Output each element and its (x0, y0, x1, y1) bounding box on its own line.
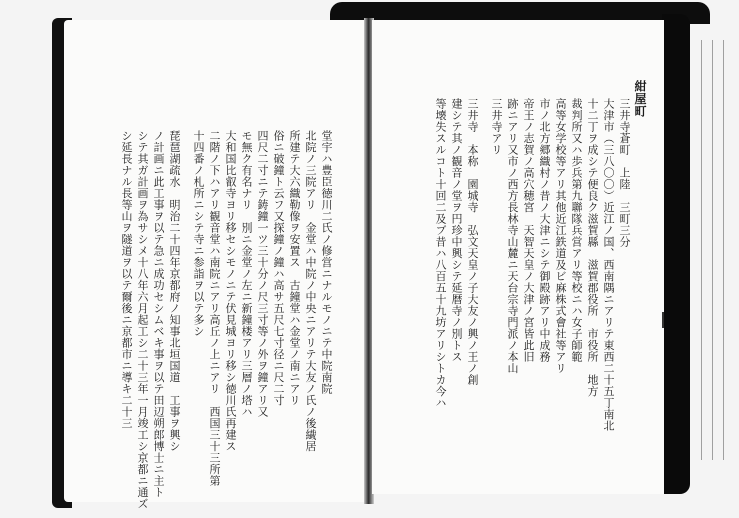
left-column-9: 十四番ノ札所ニシテ寺ニ参詣ヲ以テ多シ (192, 130, 205, 337)
right-column-3: 十二丁ヲ成シテ便良ク滋賀縣 滋賀郡役所 市役所 地方 (586, 98, 599, 397)
right-column-10: 三井寺 本称 園城寺 弘文天皇ノ子大友ノ興ノ王ノ創 (466, 98, 479, 386)
right-column-8: 跡ニアリ又市ノ西方長林寺山麓ニ天台宗寺門派ノ本山 (506, 98, 519, 374)
left-column-5: 四尺二寸ニテ鋳鐘一ツ三十分ノ尺三寸等ノ外ヲ鐘アリ又 (256, 130, 269, 418)
right-column-4: 裁判所又ハ歩兵第九聯隊兵営アリ等校ニハ女子師範 (570, 98, 583, 363)
right-column-7: 帝王ノ志賀ノ高穴穂宮 天智天皇ノ大津ノ宮皆此旧 (522, 98, 535, 363)
margin-mark (662, 312, 664, 328)
left-column-3: 所建テ大六織勒像ヲ安置ス 古鐘堂ハ金堂ノ南ニアリ (288, 130, 301, 406)
page-title: 紺屋町 (633, 80, 647, 118)
right-column-12: 等壊失スルコト十回二及ブ昔ハ八百五十九坊アリシトカ今ハ (434, 98, 447, 409)
left-column-6: モ無ク有名ナリ 別ニ金堂ノ左ニ新鐘楼アリ三層ノ塔ハ (240, 130, 253, 418)
right-column-5: 高等女学校等アリ其他近江鉄道及ビ麻株式會社等アリ (554, 98, 567, 374)
left-column-12: シテ其ガ計画ヲ為サシメ十八年六月起工シ二十三年一月竣工シ京都ニ通ズ (136, 130, 149, 510)
right-column-6: 市ノ北方郷織村ノ昔ノ大津ニシテ御殿跡アリ中成務 (538, 98, 551, 363)
right-column-11: 建シテ其ノ観音ノ堂ヲ円珍中興シテ延暦寺ノ別トス (450, 98, 463, 363)
left-column-1: 堂宇ハ豊臣徳川二氏ノ修営ニナルモノニテ中院南院 (320, 130, 333, 395)
left-page (64, 20, 366, 510)
left-column-8: 二階ノ下ハアリ観音堂ハ南院ニアリ高丘ノ上ニアリ 西国三十三所第 (208, 130, 221, 487)
left-column-7: 大和国比叡寺ヨリ移セシモノニテ伏見城ヨリ移シ徳川氏再建ス (224, 130, 237, 452)
page-edge-marks (696, 40, 726, 460)
left-column-4: 俗ニ破鐘ト云フ又探鐘ノ鐘ハ高サ五尺七寸径ニ尺二寸 (272, 130, 285, 406)
right-column-2: 大津市（三八〇〇）近江ノ国、西南隅ニアリテ東西二十五丁南北 (602, 98, 615, 432)
left-column-13: シ延長ナル長等山ヲ隧道ヲ以テ爾後ニ京都市ニ導キ二十三 (120, 130, 133, 429)
left-column-10: 琵琶湖疏水 明治二十四年京都府ノ知事北垣国道 工事ヲ興シ (168, 130, 181, 452)
left-column-2: 北院ノ三院アリ 金堂ハ中院ノ中央ニアリテ大友ノ氏ノ後繊居 (304, 130, 317, 452)
right-column-9: 三井寺アリ (490, 98, 503, 156)
right-page (372, 20, 664, 494)
book-shadow-right (662, 14, 690, 494)
right-column-1: 三井寺蒼町 上陸 三町三分 (618, 98, 631, 248)
left-column-11: ノ計画ニ此工事ヲ以テ急ニ成功セシムベキ事ヲ以テ田辺朔郎博士ニ主ト (152, 130, 165, 498)
